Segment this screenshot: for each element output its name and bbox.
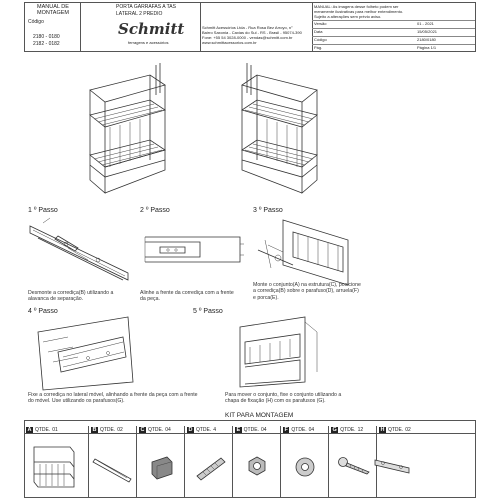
step-3-illustration bbox=[253, 210, 353, 290]
brand-logo: Schmitt bbox=[118, 20, 185, 38]
meta-value: 01 - 2021 bbox=[417, 21, 434, 26]
notes-block bbox=[312, 3, 475, 51]
kit-letter: D bbox=[188, 427, 193, 433]
kit-qty-label: QTDE. bbox=[387, 427, 404, 433]
bottle-rack-part-icon bbox=[30, 442, 78, 492]
step-5-caption: Para mover o conjunto, fixe o conjunto utilizando a chapa de fixação (H) com os parafusos (G). bbox=[225, 392, 342, 405]
meta-value: Página 1/1 bbox=[417, 45, 437, 50]
step-1-title: 1 º Passo bbox=[28, 207, 58, 214]
kit-qty-label: QTDE. bbox=[147, 427, 164, 433]
kit-item-h bbox=[376, 426, 476, 498]
step-5-title: 5 º Passo bbox=[193, 308, 223, 315]
kit-letter: H bbox=[380, 427, 385, 433]
meta-value: 15/05/2021 bbox=[417, 29, 438, 34]
header bbox=[24, 2, 476, 52]
kit-item-f bbox=[280, 426, 328, 498]
company-block bbox=[200, 3, 313, 51]
kit-qty: 02 bbox=[117, 427, 123, 433]
step-1-illustration bbox=[28, 218, 133, 288]
code-row-1: 2180 - 0180 bbox=[33, 34, 60, 40]
product-block bbox=[80, 3, 201, 51]
step-4-title: 4 º Passo bbox=[28, 308, 58, 315]
step-3-title: 3 º Passo bbox=[253, 207, 283, 214]
meta-label: Versão bbox=[314, 21, 327, 26]
code-label: Código bbox=[28, 19, 44, 25]
kit-title: KIT PARA MONTAGEM bbox=[225, 412, 294, 419]
kit-item-g bbox=[328, 426, 376, 498]
meta-row bbox=[312, 28, 475, 36]
brand-tagline: ferragens e acessórios bbox=[128, 40, 169, 45]
meta-row bbox=[312, 20, 475, 28]
product-name-line2: LATERAL 2 PREDIO bbox=[116, 11, 163, 17]
company-line-1: Schmitt Acessórios Ltda - Rua Rosa Bez Arroyo, n° bbox=[202, 25, 293, 30]
kit-qty-label: QTDE. bbox=[291, 427, 307, 433]
kit-qty-label: QTDE. bbox=[340, 427, 356, 433]
manual-block bbox=[25, 3, 81, 51]
kit-qty: 04 bbox=[308, 427, 315, 433]
kit-letter: G bbox=[332, 427, 337, 433]
nut-icon bbox=[247, 456, 267, 476]
meta-row bbox=[312, 44, 475, 52]
kit-letter: E bbox=[236, 427, 241, 433]
bolt-icon bbox=[193, 452, 227, 482]
product-view-right bbox=[222, 55, 337, 200]
kit-letter: B bbox=[92, 427, 97, 433]
notes-line-1: MANUAL: As imagens desse folheto podem ser bbox=[314, 4, 399, 9]
kit-item-a bbox=[24, 426, 88, 498]
kit-letter: C bbox=[140, 427, 145, 433]
company-line-2: Bairro Saxonia - Caxias do Sul - RS - Brasil - 95074-390 bbox=[202, 30, 302, 35]
kit-qty: 04 bbox=[260, 427, 267, 433]
step-2-illustration bbox=[140, 222, 245, 282]
company-line-3: Fone: +55 54 3028-0000 - vendas@schmitt.com.br bbox=[202, 35, 293, 40]
kit-qty: 01 bbox=[52, 427, 58, 433]
kit-item-b bbox=[88, 426, 136, 498]
company-line-4: www.schmittacessorios.com.br bbox=[202, 40, 257, 45]
kit-qty: 4 bbox=[213, 427, 217, 433]
kit-letter: F bbox=[284, 427, 288, 433]
kit-letter: A bbox=[27, 427, 32, 433]
meta-label: Pág. bbox=[314, 45, 323, 50]
bracket-block-icon bbox=[149, 454, 175, 480]
kit-qty-label: QTDE. bbox=[99, 427, 116, 433]
kit-qty-label: QTDE. bbox=[34, 427, 51, 433]
washer-icon bbox=[294, 456, 316, 478]
kit-item-d bbox=[184, 426, 232, 498]
kit-qty: 02 bbox=[405, 427, 411, 433]
meta-value: 2180/0180 bbox=[417, 37, 436, 42]
kit-qty-label: QTDE. bbox=[195, 427, 212, 433]
step-1-caption: Desmonte a corrediça(B) utilizando a alavanca de separação. bbox=[28, 290, 114, 303]
step-4-caption: Fixe a corrediça no lateral móvel, alinhando a frente da peça com a frente do móvel. Use utilizando os parafusos(G). bbox=[28, 392, 198, 405]
step-5-illustration bbox=[225, 312, 320, 392]
fixing-plate-icon bbox=[373, 454, 417, 476]
step-3-caption: Monte o conjunto(A) na estrutura(C), posicione a corrediça(B) sobre o parafuso(D), arruela(F) e porca(E). bbox=[253, 282, 361, 301]
notes-line-2: meramente ilustrativas para melhor entendimento. bbox=[314, 9, 404, 14]
product-view-left bbox=[70, 55, 185, 200]
kit-qty: 12 bbox=[357, 427, 364, 433]
step-2-title: 2 º Passo bbox=[140, 207, 170, 214]
code-row-2: 2182 - 0182 bbox=[33, 41, 60, 47]
notes-line-3: Sujeito a alterações sem prévio aviso. bbox=[314, 14, 382, 19]
product-name-line1: PORTA GARRAFAS A TAS bbox=[116, 4, 176, 10]
meta-table bbox=[312, 20, 475, 52]
kit-qty-label: QTDE. bbox=[243, 427, 259, 433]
slide-rail-icon bbox=[93, 454, 133, 484]
step-2-caption: Alinhe a frente da corrediça com a frente da peça. bbox=[140, 290, 234, 303]
meta-label: Data bbox=[314, 29, 323, 34]
screw-icon bbox=[337, 454, 371, 478]
step-4-illustration bbox=[28, 312, 138, 392]
meta-row bbox=[312, 36, 475, 44]
kit-item-c bbox=[136, 426, 184, 498]
meta-label: Código bbox=[314, 37, 327, 42]
kit-qty: 04 bbox=[165, 427, 171, 433]
manual-title: MANUAL DE MONTAGEM bbox=[37, 4, 69, 16]
kit-item-e bbox=[232, 426, 280, 498]
